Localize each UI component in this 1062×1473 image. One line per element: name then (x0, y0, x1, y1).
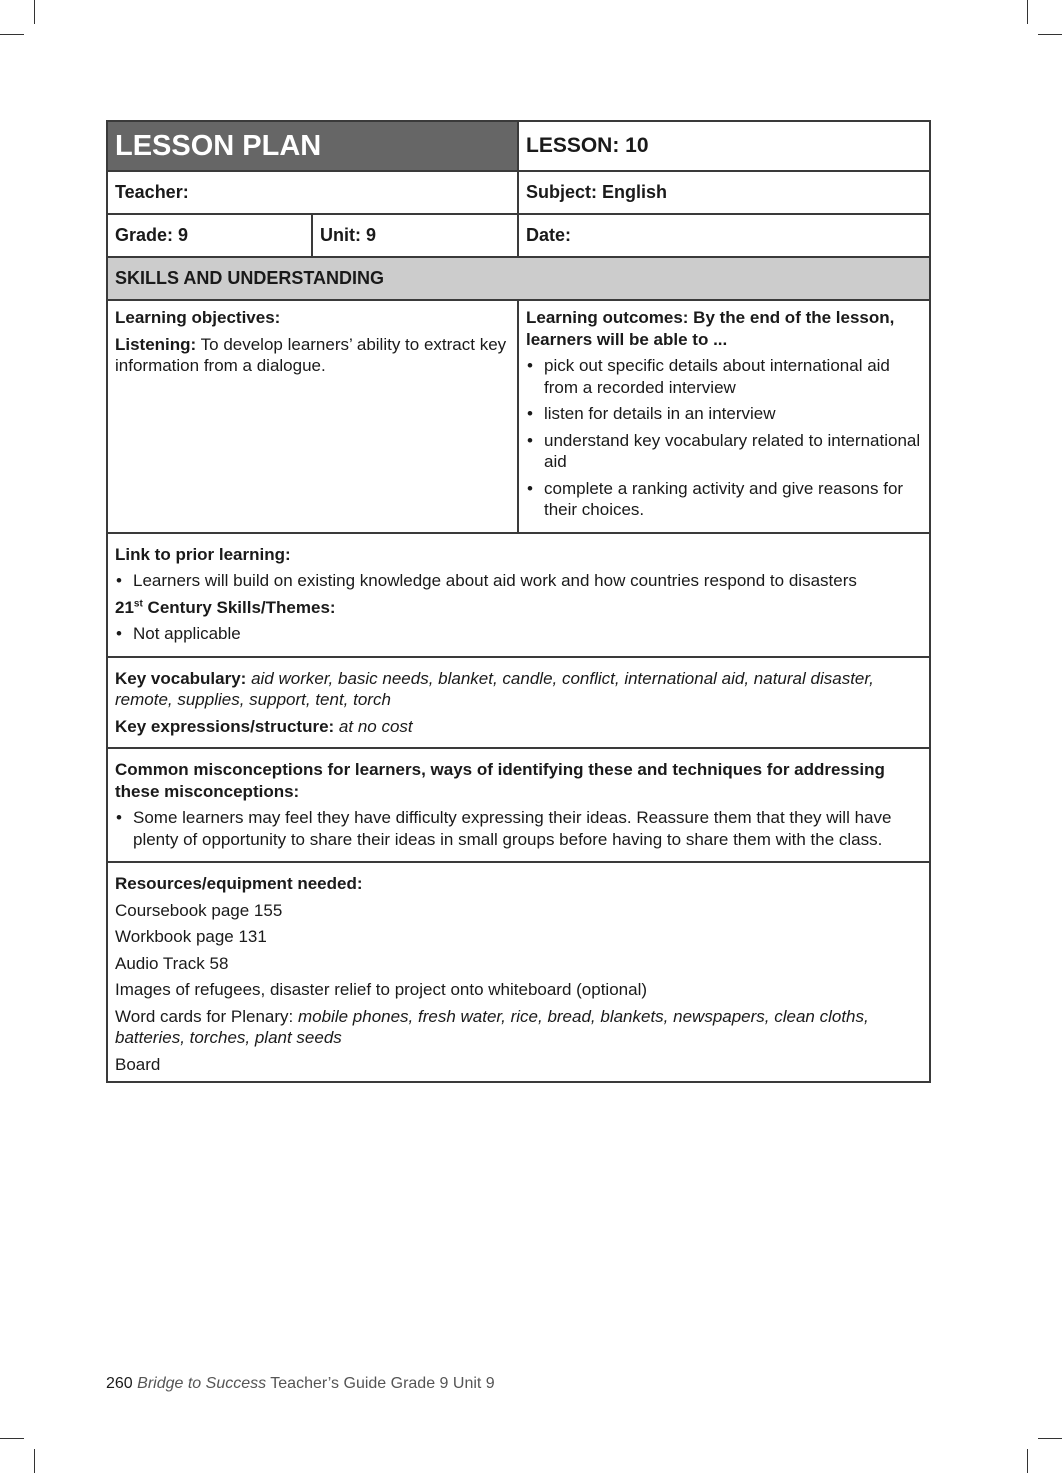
resources-cell (107, 862, 930, 1082)
footer-text: Teacher’s Guide Grade 9 Unit 9 (266, 1375, 495, 1392)
resources-title: Resources/equipment needed: (115, 874, 363, 893)
crop-mark (1027, 0, 1028, 24)
list-item: • understand key vocabulary related to international aid (526, 430, 922, 473)
learning-objectives-cell (107, 300, 518, 533)
crop-mark (0, 1438, 24, 1439)
resource-item: Audio Track 58 (115, 953, 229, 973)
lesson-number: LESSON: 10 (518, 121, 930, 171)
page-number: 260 (106, 1375, 133, 1392)
learning-outcomes-cell (518, 300, 930, 533)
book-title: Bridge to Success (137, 1375, 267, 1392)
crop-mark (34, 1449, 35, 1473)
unit-field: Unit: 9 (312, 214, 518, 257)
vocabulary-cell (107, 657, 930, 749)
subject-field: Subject: English (518, 171, 930, 214)
prior-learning-title: Link to prior learning: (115, 544, 291, 564)
list-item: • pick out specific details about international aid from a recorded interview (526, 355, 922, 398)
outcomes-list (526, 355, 922, 521)
section-header-skills: SKILLS AND UNDERSTANDING (107, 257, 930, 300)
list-item: • Learners will build on existing knowledge about aid work and how countries respond to disasters (115, 570, 922, 592)
skills-themes-title: 21st Century Skills/Themes: (115, 597, 336, 617)
teacher-field: Teacher: (107, 171, 518, 214)
crop-mark (1038, 1438, 1062, 1439)
objectives-text: Listening: To develop learners’ ability to extract key information from a dialogue. (115, 334, 507, 375)
key-vocabulary: Key vocabulary: aid worker, basic needs, blanket, candle, conflict, international aid, natural disaster, remote, supplies, support, tent, torch (115, 668, 874, 709)
misconceptions-title: Common misconceptions for learners, ways of identifying these and techniques for addressing these misconceptions: (115, 760, 885, 801)
outcomes-title: Learning outcomes: By the end of the lesson, learners will be able to ... (526, 308, 895, 349)
list-item: • listen for details in an interview (526, 403, 922, 425)
crop-mark (1027, 1449, 1028, 1473)
prior-learning-cell (107, 533, 930, 657)
objectives-title: Learning objectives: (115, 308, 281, 327)
lesson-plan-table (106, 120, 931, 1083)
misconceptions-cell (107, 748, 930, 862)
page-title: LESSON PLAN (107, 121, 518, 171)
resource-item: Word cards for Plenary: mobile phones, fresh water, rice, bread, blankets, newspapers, clean cloths, batteries, torches, plant seeds (115, 1006, 869, 1047)
key-expressions: Key expressions/structure: at no cost (115, 716, 413, 736)
resource-item: Coursebook page 155 (115, 900, 283, 920)
list-item: • complete a ranking activity and give reasons for their choices. (526, 478, 922, 521)
list-item: • Some learners may feel they have difficulty expressing their ideas. Reassure them that they will have plenty of opportunity to share their ideas in small groups before having to share them with the class. (115, 807, 922, 850)
grade-field: Grade: 9 (107, 214, 312, 257)
crop-mark (34, 0, 35, 24)
crop-mark (0, 34, 24, 35)
date-field: Date: (518, 214, 930, 257)
list-item: • Not applicable (115, 623, 922, 645)
resource-item: Images of refugees, disaster relief to project onto whiteboard (optional) (115, 980, 648, 999)
resource-item: Board (115, 1054, 161, 1074)
resource-item: Workbook page 131 (115, 927, 267, 946)
page-footer (106, 1375, 495, 1393)
crop-mark (1038, 34, 1062, 35)
